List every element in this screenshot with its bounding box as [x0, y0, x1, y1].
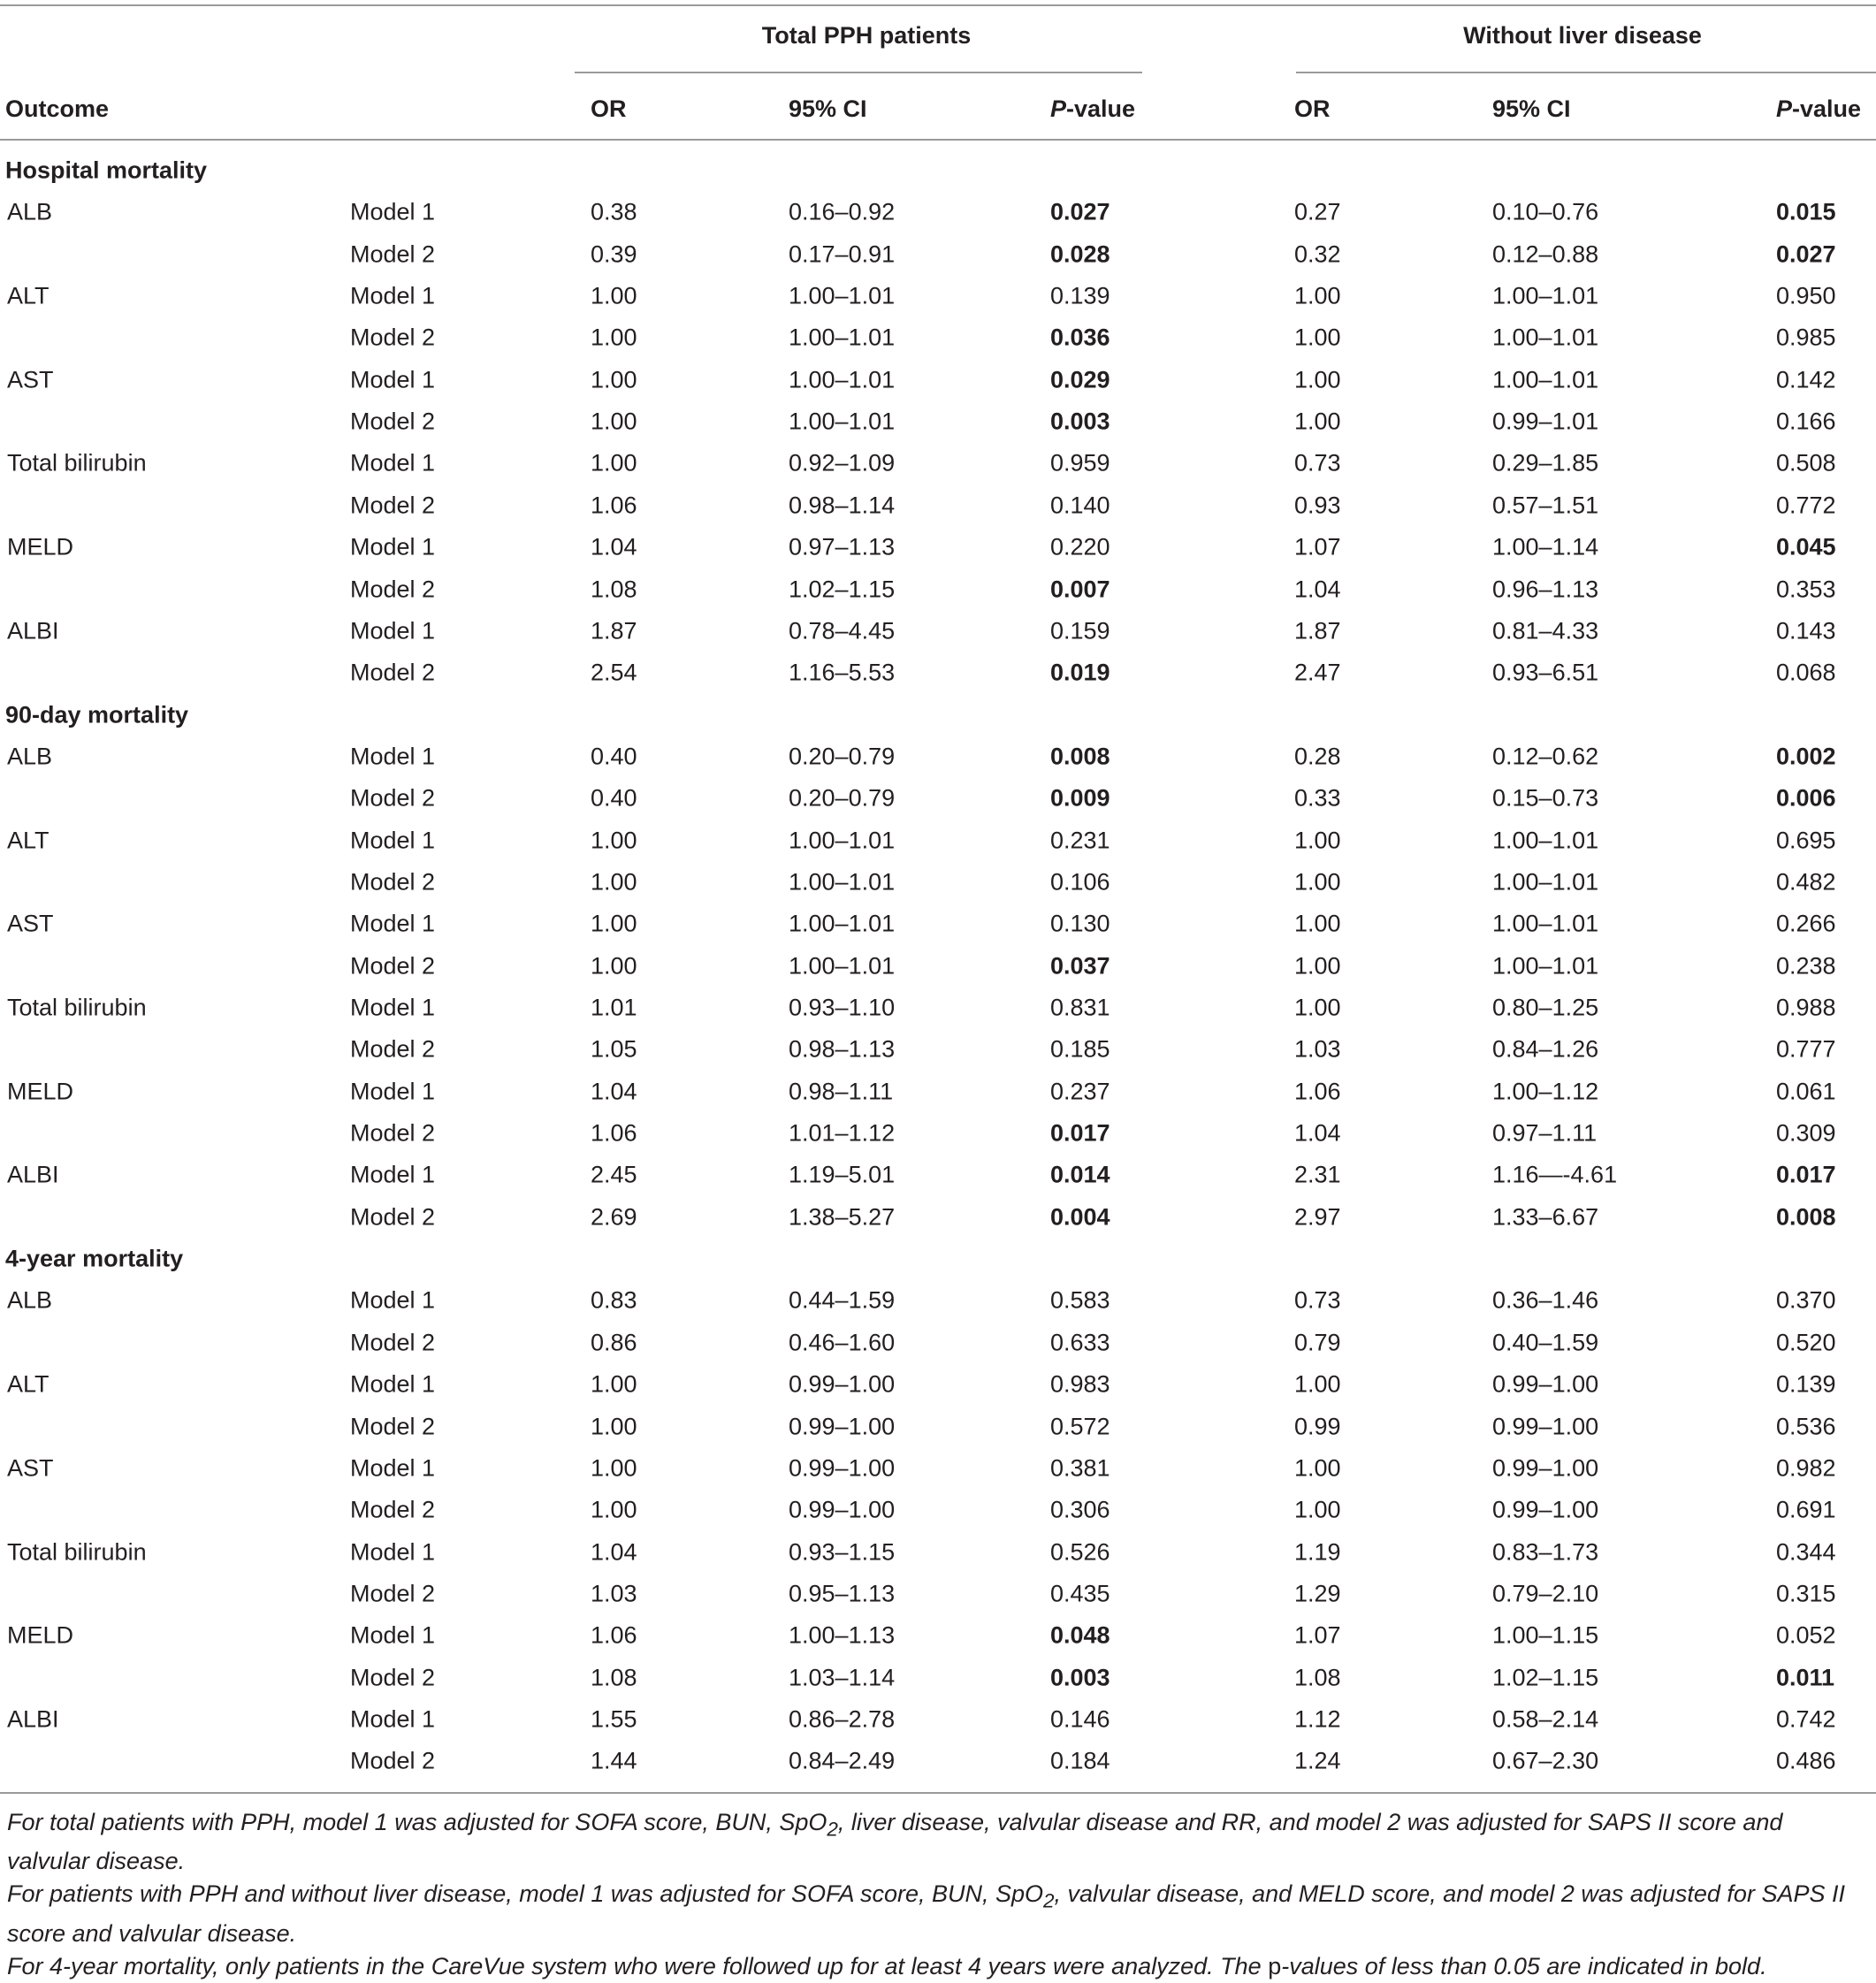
cell-p-noliver: 0.772 — [1776, 492, 1836, 519]
cell-ci-noliver: 1.00–1.15 — [1492, 1621, 1599, 1649]
cell-ci-total: 0.97–1.13 — [789, 533, 896, 561]
cell-or-noliver: 1.00 — [1294, 868, 1341, 896]
cell-or-total: 0.40 — [591, 784, 637, 812]
cell-p-total: 0.014 — [1050, 1161, 1110, 1188]
cell-ci-total: 1.00–1.01 — [789, 282, 896, 309]
cell-ci-noliver: 1.00–1.01 — [1492, 366, 1599, 393]
footnote-1: For total patients with PPH, model 1 was adjusted for SOFA score, BUN, SpO$_2$, liver disease, valvular disease and RR, and model 2 was adjusted for SAPS II score and valvular disease. — [7, 1809, 1783, 1875]
cell-p-total: 0.003 — [1050, 1664, 1110, 1691]
footnote-3: For 4-year mortality, only patients in the CareVue system who were followed up for at least 4 years were analyzed. The p-values of less than 0.05 are indicated in bold. — [7, 1952, 1767, 1979]
cell-or-total: 1.00 — [591, 1413, 637, 1439]
cell-p-total: 0.220 — [1050, 533, 1110, 561]
cell-or-noliver: 1.00 — [1294, 827, 1341, 854]
row-model: Model 1 — [350, 1454, 436, 1482]
cell-or-noliver: 0.33 — [1294, 784, 1341, 812]
cell-ci-noliver: 0.84–1.26 — [1492, 1035, 1599, 1063]
cell-or-noliver: 2.97 — [1294, 1203, 1341, 1231]
cell-or-total: 2.54 — [591, 659, 637, 686]
cell-or-total: 2.69 — [591, 1203, 637, 1231]
cell-ci-noliver: 0.12–0.62 — [1492, 743, 1599, 770]
cell-p-total: 0.831 — [1050, 994, 1110, 1021]
cell-or-total: 1.04 — [591, 1538, 637, 1566]
cell-p-total: 0.237 — [1050, 1078, 1110, 1105]
cell-ci-total: 0.99–1.00 — [789, 1496, 896, 1523]
row-variable: ALB — [7, 198, 53, 225]
cell-or-total: 1.00 — [591, 1454, 637, 1482]
cell-p-total: 0.306 — [1050, 1496, 1110, 1523]
cell-or-total: 1.01 — [591, 994, 637, 1021]
row-variable: ALBI — [7, 617, 59, 644]
cell-ci-noliver: 0.40–1.59 — [1492, 1329, 1599, 1356]
row-model: Model 2 — [350, 1664, 436, 1691]
cell-p-noliver: 0.008 — [1776, 1203, 1836, 1231]
cell-or-noliver: 1.00 — [1294, 408, 1341, 435]
row-model: Model 2 — [350, 492, 436, 519]
cell-p-total: 0.106 — [1050, 868, 1110, 896]
cell-p-noliver: 0.742 — [1776, 1705, 1836, 1733]
cell-ci-noliver: 0.99–1.01 — [1492, 408, 1599, 435]
cell-p-noliver: 0.482 — [1776, 868, 1836, 896]
row-model: Model 1 — [350, 617, 436, 644]
row-model: Model 1 — [350, 994, 436, 1021]
cell-ci-noliver: 1.00–1.01 — [1492, 827, 1599, 854]
cell-p-noliver: 0.508 — [1776, 449, 1836, 477]
cell-ci-noliver: 1.33–6.67 — [1492, 1203, 1599, 1231]
cell-or-noliver: 1.00 — [1294, 366, 1341, 393]
cell-p-total: 0.184 — [1050, 1747, 1110, 1774]
cell-or-total: 0.40 — [591, 743, 637, 770]
row-model: Model 1 — [350, 1078, 436, 1105]
cell-p-total: 0.959 — [1050, 449, 1110, 477]
cell-p-noliver: 0.985 — [1776, 324, 1836, 351]
row-variable: Total bilirubin — [7, 449, 147, 477]
cell-or-total: 1.00 — [591, 324, 637, 351]
row-variable: ALT — [7, 282, 50, 309]
cell-p-noliver: 0.950 — [1776, 282, 1836, 309]
cell-p-noliver: 0.777 — [1776, 1035, 1836, 1063]
cell-p-total: 0.017 — [1050, 1119, 1110, 1147]
col-header-or-total: OR — [591, 95, 627, 122]
cell-ci-total: 0.92–1.09 — [789, 449, 896, 477]
cell-p-total: 0.572 — [1050, 1413, 1110, 1439]
cell-ci-noliver: 0.83–1.73 — [1492, 1538, 1599, 1566]
cell-ci-total: 1.00–1.01 — [789, 366, 896, 393]
cell-p-noliver: 0.982 — [1776, 1454, 1836, 1482]
cell-p-noliver: 0.017 — [1776, 1161, 1836, 1188]
cell-or-noliver: 1.04 — [1294, 1119, 1341, 1147]
cell-or-noliver: 1.29 — [1294, 1580, 1341, 1607]
cell-p-total: 0.159 — [1050, 617, 1110, 644]
cell-p-total: 0.019 — [1050, 659, 1110, 686]
cell-p-noliver: 0.266 — [1776, 910, 1836, 937]
col-header-p-total: P-value — [1050, 95, 1136, 122]
row-model: Model 2 — [350, 408, 436, 435]
cell-p-total: 0.983 — [1050, 1370, 1110, 1398]
cell-p-total: 0.526 — [1050, 1538, 1110, 1566]
row-model: Model 1 — [350, 1370, 436, 1398]
cell-p-noliver: 0.520 — [1776, 1329, 1836, 1356]
cell-or-noliver: 0.79 — [1294, 1329, 1341, 1356]
cell-p-total: 0.130 — [1050, 910, 1110, 937]
row-variable: ALBI — [7, 1161, 59, 1188]
row-model: Model 1 — [350, 743, 436, 770]
cell-or-noliver: 1.12 — [1294, 1705, 1341, 1733]
cell-or-noliver: 1.19 — [1294, 1538, 1341, 1566]
cell-ci-total: 0.99–1.00 — [789, 1454, 896, 1482]
cell-or-noliver: 0.28 — [1294, 743, 1341, 770]
cell-or-total: 1.00 — [591, 952, 637, 980]
cell-ci-noliver: 0.36–1.46 — [1492, 1286, 1599, 1314]
cell-p-noliver: 0.052 — [1776, 1621, 1836, 1649]
row-variable: MELD — [7, 1078, 74, 1105]
cell-ci-total: 0.20–0.79 — [789, 784, 896, 812]
row-variable: Total bilirubin — [7, 994, 147, 1021]
cell-ci-total: 0.84–2.49 — [789, 1747, 896, 1774]
cell-p-noliver: 0.166 — [1776, 408, 1836, 435]
cell-ci-total: 1.38–5.27 — [789, 1203, 896, 1231]
cell-ci-total: 0.20–0.79 — [789, 743, 896, 770]
cell-p-total: 0.139 — [1050, 282, 1110, 309]
row-variable: MELD — [7, 533, 74, 561]
row-variable: AST — [7, 366, 54, 393]
cell-or-total: 1.55 — [591, 1705, 637, 1733]
row-model: Model 2 — [350, 784, 436, 812]
cell-or-noliver: 0.73 — [1294, 449, 1341, 477]
cell-ci-noliver: 0.79–2.10 — [1492, 1580, 1599, 1607]
cell-ci-total: 0.93–1.10 — [789, 994, 896, 1021]
row-model: Model 1 — [350, 1621, 436, 1649]
cell-ci-total: 1.02–1.15 — [789, 576, 896, 602]
cell-ci-total: 1.16–5.53 — [789, 659, 896, 686]
cell-p-noliver: 0.536 — [1776, 1413, 1836, 1439]
cell-or-noliver: 1.07 — [1294, 1621, 1341, 1649]
cell-p-total: 0.027 — [1050, 198, 1110, 225]
cell-or-noliver: 1.87 — [1294, 617, 1341, 644]
cell-or-total: 1.05 — [591, 1035, 637, 1063]
row-model: Model 2 — [350, 576, 436, 602]
cell-p-noliver: 0.011 — [1776, 1664, 1835, 1691]
cell-p-total: 0.381 — [1050, 1454, 1110, 1482]
cell-ci-noliver: 0.29–1.85 — [1492, 449, 1599, 477]
cell-or-noliver: 1.00 — [1294, 1370, 1341, 1398]
cell-ci-total: 1.00–1.01 — [789, 952, 896, 980]
cell-ci-total: 0.98–1.13 — [789, 1035, 896, 1063]
cell-ci-noliver: 1.00–1.01 — [1492, 910, 1599, 937]
cell-or-total: 1.00 — [591, 1370, 637, 1398]
row-model: Model 2 — [350, 1496, 436, 1523]
col-header-p-noliver: P-value — [1776, 95, 1862, 122]
group-rule-total — [575, 72, 1142, 73]
cell-or-total: 1.06 — [591, 1621, 637, 1649]
cell-p-noliver: 0.309 — [1776, 1119, 1836, 1147]
row-model: Model 1 — [350, 1161, 436, 1188]
cell-p-total: 0.583 — [1050, 1286, 1110, 1314]
cell-or-noliver: 0.32 — [1294, 240, 1341, 268]
cell-p-total: 0.146 — [1050, 1705, 1110, 1733]
cell-p-noliver: 0.315 — [1776, 1580, 1836, 1607]
cell-or-total: 1.87 — [591, 617, 637, 644]
cell-or-total: 1.00 — [591, 366, 637, 393]
cell-or-noliver: 1.24 — [1294, 1747, 1341, 1774]
cell-or-total: 1.44 — [591, 1747, 637, 1774]
cell-or-noliver: 1.06 — [1294, 1078, 1341, 1105]
cell-p-noliver: 0.370 — [1776, 1286, 1836, 1314]
row-model: Model 2 — [350, 1119, 436, 1147]
cell-or-total: 0.83 — [591, 1286, 637, 1314]
cell-ci-noliver: 0.15–0.73 — [1492, 784, 1599, 812]
cell-or-noliver: 2.47 — [1294, 659, 1341, 686]
cell-or-total: 1.00 — [591, 282, 637, 309]
cell-or-noliver: 1.00 — [1294, 1454, 1341, 1482]
cell-p-total: 0.185 — [1050, 1035, 1110, 1063]
cell-or-noliver: 1.08 — [1294, 1664, 1341, 1691]
cell-ci-total: 1.00–1.01 — [789, 910, 896, 937]
cell-or-noliver: 1.04 — [1294, 576, 1341, 602]
cell-ci-total: 0.99–1.00 — [789, 1370, 896, 1398]
cell-or-total: 1.00 — [591, 408, 637, 435]
cell-ci-noliver: 0.96–1.13 — [1492, 576, 1599, 602]
cell-p-noliver: 0.695 — [1776, 827, 1836, 854]
cell-ci-total: 1.00–1.01 — [789, 324, 896, 351]
cell-p-noliver: 0.061 — [1776, 1078, 1836, 1105]
cell-ci-total: 1.00–1.01 — [789, 827, 896, 854]
cell-ci-noliver: 0.57–1.51 — [1492, 492, 1599, 519]
cell-ci-total: 0.99–1.00 — [789, 1413, 896, 1439]
cell-ci-noliver: 1.00–1.14 — [1492, 533, 1599, 561]
cell-or-total: 0.38 — [591, 198, 637, 225]
section-title: Hospital mortality — [5, 156, 208, 184]
cell-p-total: 0.048 — [1050, 1621, 1110, 1649]
table-footnotes — [7, 1806, 1871, 1983]
group-header-noliver: Without liver disease — [1463, 22, 1702, 49]
cell-ci-noliver: 1.02–1.15 — [1492, 1664, 1599, 1691]
cell-p-noliver: 0.988 — [1776, 994, 1836, 1021]
cell-p-total: 0.028 — [1050, 240, 1110, 268]
cell-or-total: 1.06 — [591, 1119, 637, 1147]
row-variable: ALT — [7, 827, 50, 854]
cell-or-noliver: 1.00 — [1294, 952, 1341, 980]
row-model: Model 2 — [350, 1580, 436, 1607]
cell-or-noliver: 1.00 — [1294, 910, 1341, 937]
col-header-outcome: Outcome — [5, 95, 110, 122]
row-model: Model 2 — [350, 1329, 436, 1356]
cell-or-noliver: 1.07 — [1294, 533, 1341, 561]
row-variable: AST — [7, 910, 54, 937]
row-model: Model 1 — [350, 827, 436, 854]
cell-ci-noliver: 0.99–1.00 — [1492, 1454, 1599, 1482]
cell-or-total: 1.03 — [591, 1580, 637, 1607]
cell-or-total: 0.39 — [591, 240, 637, 268]
cell-ci-total: 1.19–5.01 — [789, 1161, 896, 1188]
section-title: 90-day mortality — [5, 701, 189, 728]
cell-or-total: 1.04 — [591, 533, 637, 561]
cell-ci-total: 0.98–1.11 — [789, 1078, 894, 1105]
cell-p-noliver: 0.691 — [1776, 1496, 1836, 1523]
cell-ci-total: 0.46–1.60 — [789, 1329, 896, 1356]
cell-p-noliver: 0.045 — [1776, 533, 1836, 561]
cell-or-noliver: 1.00 — [1294, 282, 1341, 309]
cell-or-noliver: 1.00 — [1294, 994, 1341, 1021]
row-model: Model 1 — [350, 1705, 436, 1733]
cell-ci-total: 0.93–1.15 — [789, 1538, 896, 1566]
cell-ci-total: 1.01–1.12 — [789, 1119, 896, 1147]
cell-or-noliver: 0.93 — [1294, 492, 1341, 519]
cell-p-noliver: 0.344 — [1776, 1538, 1836, 1566]
footnote-2: For patients with PPH and without liver disease, model 1 was adjusted for SOFA score, BUN, SpO$_2$, valvular disease, and MELD score, and model 2 was adjusted for SAPS II score and valvular disease. — [7, 1880, 1845, 1947]
group-header-total: Total PPH patients — [761, 22, 972, 49]
cell-p-total: 0.037 — [1050, 952, 1110, 980]
cell-ci-noliver: 1.00–1.01 — [1492, 952, 1599, 980]
cell-ci-noliver: 1.00–1.01 — [1492, 282, 1599, 309]
cell-p-total: 0.140 — [1050, 492, 1110, 519]
cell-ci-noliver: 0.97–1.11 — [1492, 1119, 1598, 1147]
col-header-ci-noliver: 95% CI — [1492, 95, 1571, 122]
cell-p-total: 0.003 — [1050, 408, 1110, 435]
row-variable: ALT — [7, 1370, 50, 1398]
header-rule — [0, 139, 1876, 141]
cell-p-noliver: 0.143 — [1776, 617, 1836, 644]
group-rule-noliver — [1296, 72, 1876, 73]
row-model: Model 2 — [350, 240, 436, 268]
cell-ci-noliver: 0.99–1.00 — [1492, 1413, 1599, 1439]
cell-ci-total: 1.00–1.13 — [789, 1621, 896, 1649]
cell-p-noliver: 0.486 — [1776, 1747, 1836, 1774]
row-variable: ALBI — [7, 1705, 59, 1733]
top-rule — [0, 4, 1876, 6]
cell-ci-total: 1.00–1.01 — [789, 868, 896, 896]
row-model: Model 1 — [350, 533, 436, 561]
cell-p-total: 0.633 — [1050, 1329, 1110, 1356]
cell-or-noliver: 0.73 — [1294, 1286, 1341, 1314]
cell-ci-noliver: 1.16—-4.61 — [1492, 1161, 1618, 1188]
cell-p-total: 0.007 — [1050, 576, 1110, 602]
cell-ci-noliver: 0.10–0.76 — [1492, 198, 1599, 225]
cell-p-total: 0.004 — [1050, 1203, 1110, 1231]
row-model: Model 2 — [350, 659, 436, 686]
row-model: Model 1 — [350, 366, 436, 393]
cell-or-total: 1.08 — [591, 576, 637, 602]
row-variable: ALB — [7, 743, 53, 770]
cell-or-noliver: 2.31 — [1294, 1161, 1341, 1188]
cell-p-noliver: 0.238 — [1776, 952, 1836, 980]
cell-or-total: 2.45 — [591, 1161, 637, 1188]
cell-p-noliver: 0.142 — [1776, 366, 1836, 393]
cell-p-noliver: 0.068 — [1776, 659, 1836, 686]
row-model: Model 2 — [350, 1413, 436, 1439]
row-model: Model 2 — [350, 1203, 436, 1231]
row-model: Model 1 — [350, 1538, 436, 1566]
cell-ci-noliver: 0.93–6.51 — [1492, 659, 1599, 686]
cell-or-noliver: 0.99 — [1294, 1413, 1341, 1439]
row-variable: MELD — [7, 1621, 74, 1649]
cell-p-total: 0.009 — [1050, 784, 1110, 812]
row-model: Model 2 — [350, 952, 436, 980]
row-model: Model 1 — [350, 1286, 436, 1314]
cell-ci-total: 1.03–1.14 — [789, 1664, 896, 1691]
cell-ci-total: 0.78–4.45 — [789, 617, 896, 644]
cell-or-total: 1.00 — [591, 910, 637, 937]
cell-ci-noliver: 0.58–2.14 — [1492, 1705, 1599, 1733]
section-title: 4-year mortality — [5, 1245, 184, 1272]
cell-or-total: 1.00 — [591, 1496, 637, 1523]
cell-or-noliver: 0.27 — [1294, 198, 1341, 225]
cell-p-noliver: 0.027 — [1776, 240, 1836, 268]
cell-ci-noliver: 0.81–4.33 — [1492, 617, 1599, 644]
row-variable: ALB — [7, 1286, 53, 1314]
cell-or-noliver: 1.03 — [1294, 1035, 1341, 1063]
cell-p-noliver: 0.139 — [1776, 1370, 1836, 1398]
cell-p-noliver: 0.015 — [1776, 198, 1836, 225]
cell-ci-total: 1.00–1.01 — [789, 408, 896, 435]
cell-ci-total: 0.95–1.13 — [789, 1580, 896, 1607]
cell-p-noliver: 0.002 — [1776, 743, 1836, 770]
cell-or-total: 1.08 — [591, 1664, 637, 1691]
cell-ci-noliver: 0.12–0.88 — [1492, 240, 1599, 268]
cell-ci-total: 0.17–0.91 — [789, 240, 896, 268]
cell-ci-total: 0.86–2.78 — [789, 1705, 896, 1733]
cell-ci-noliver: 0.67–2.30 — [1492, 1747, 1599, 1774]
cell-ci-noliver: 1.00–1.01 — [1492, 868, 1599, 896]
cell-or-total: 0.86 — [591, 1329, 637, 1356]
cell-ci-noliver: 1.00–1.12 — [1492, 1078, 1599, 1105]
cell-or-noliver: 1.00 — [1294, 324, 1341, 351]
cell-p-total: 0.008 — [1050, 743, 1110, 770]
cell-p-total: 0.029 — [1050, 366, 1110, 393]
cell-ci-noliver: 0.80–1.25 — [1492, 994, 1599, 1021]
row-model: Model 1 — [350, 282, 436, 309]
cell-p-total: 0.435 — [1050, 1580, 1110, 1607]
row-model: Model 2 — [350, 868, 436, 896]
cell-p-noliver: 0.006 — [1776, 784, 1836, 812]
cell-p-total: 0.231 — [1050, 827, 1110, 854]
cell-or-total: 1.00 — [591, 449, 637, 477]
cell-or-noliver: 1.00 — [1294, 1496, 1341, 1523]
cell-ci-total: 0.44–1.59 — [789, 1286, 896, 1314]
row-variable: Total bilirubin — [7, 1538, 147, 1566]
row-variable: AST — [7, 1454, 54, 1482]
cell-or-total: 1.06 — [591, 492, 637, 519]
cell-ci-total: 0.98–1.14 — [789, 492, 896, 519]
cell-ci-noliver: 0.99–1.00 — [1492, 1370, 1599, 1398]
row-model: Model 2 — [350, 1035, 436, 1063]
cell-ci-noliver: 0.99–1.00 — [1492, 1496, 1599, 1523]
col-header-or-noliver: OR — [1294, 95, 1331, 122]
row-model: Model 1 — [350, 449, 436, 477]
cell-ci-total: 0.16–0.92 — [789, 198, 896, 225]
cell-or-total: 1.00 — [591, 827, 637, 854]
cell-or-total: 1.00 — [591, 868, 637, 896]
cell-p-total: 0.036 — [1050, 324, 1110, 351]
row-model: Model 1 — [350, 910, 436, 937]
cell-or-total: 1.04 — [591, 1078, 637, 1105]
cell-p-noliver: 0.353 — [1776, 576, 1836, 602]
bottom-rule — [0, 1792, 1876, 1794]
row-model: Model 2 — [350, 324, 436, 351]
row-model: Model 1 — [350, 198, 436, 225]
row-model: Model 2 — [350, 1747, 436, 1774]
col-header-ci-total: 95% CI — [789, 95, 867, 122]
cell-ci-noliver: 1.00–1.01 — [1492, 324, 1599, 351]
